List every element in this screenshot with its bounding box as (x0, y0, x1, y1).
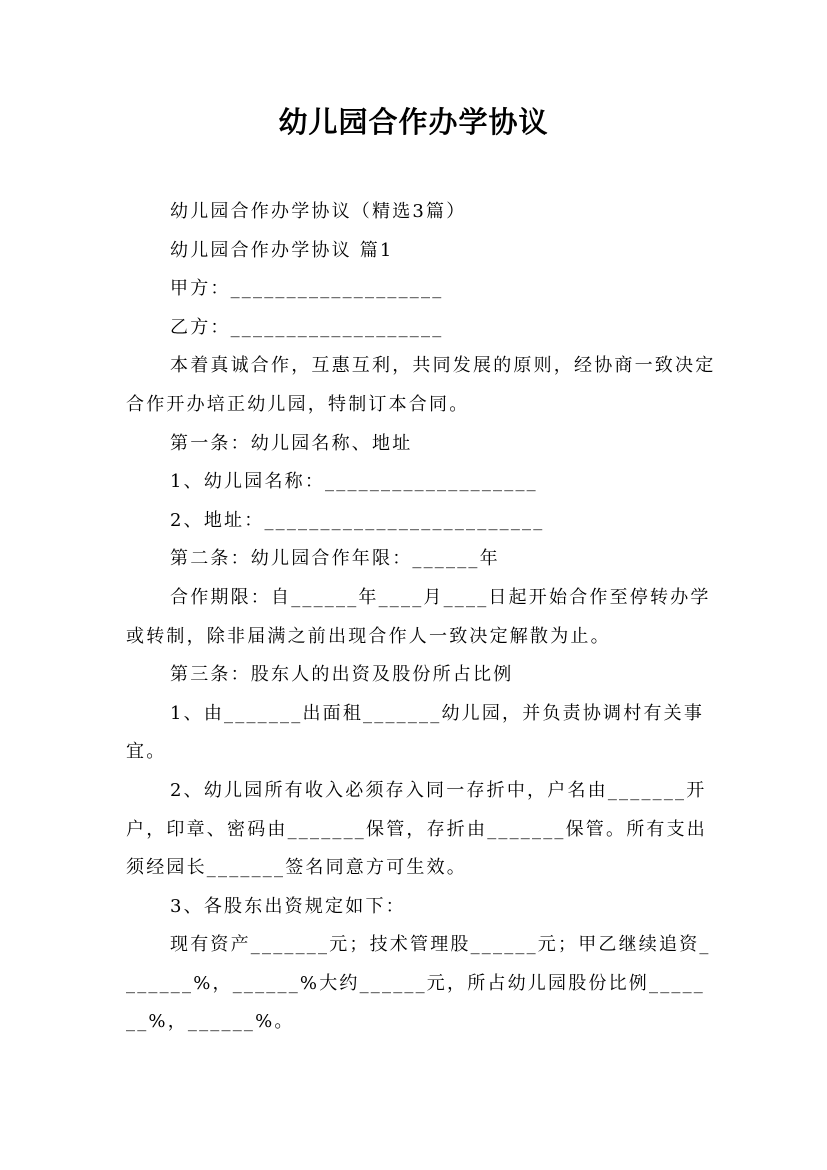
paragraph-clause-2: 第二条：幼儿园合作年限：______年 (170, 548, 500, 570)
paragraph-party-a: 甲方：___________________ (170, 278, 444, 300)
paragraph-kindergarten-name: 1、幼儿园名称：___________________ (170, 471, 538, 493)
paragraph-item-1: 1、由_______出面租_______幼儿园，并负责协调村有关事宜。 (126, 702, 705, 763)
paragraph-clause-3: 第三条：股东人的出资及股份所占比例 (170, 664, 514, 686)
document-title: 幼儿园合作办学协议 (278, 105, 549, 139)
paragraph-item-2: 2、幼儿园所有收入必须存入同一存折中，户名由_______开户，印章、密码由_______保管，存折由_______保管。所有支出须经园长_______签名同意方可生效。 (126, 779, 707, 879)
document-body (126, 193, 716, 1042)
paragraph-preamble: 本着真诚合作，互惠互利，共同发展的原则，经协商一致决定合作开办培正幼儿园，特制订本合同。 (126, 355, 716, 415)
paragraph-party-b: 乙方：___________________ (170, 316, 444, 338)
paragraph-capital: 现有资产_______元；技术管理股______元；甲乙继续追资_______%，______%大约______元，所占幼儿园股份比例_______%，______%。 (126, 934, 711, 1033)
paragraph-item-3: 3、各股东出资规定如下： (170, 895, 406, 917)
paragraph-subtitle: 幼儿园合作办学协议（精选3篇） (170, 201, 467, 222)
paragraph-clause-1: 第一条：幼儿园名称、地址 (170, 432, 413, 454)
paragraph-article-heading: 幼儿园合作办学协议 篇1 (170, 239, 394, 261)
paragraph-address: 2、地址：_________________________ (170, 509, 545, 531)
paragraph-term: 合作期限：自______年____月____日起开始合作至停转办学或转制，除非届满之前出现合作人一致决定解散为止。 (126, 586, 711, 647)
